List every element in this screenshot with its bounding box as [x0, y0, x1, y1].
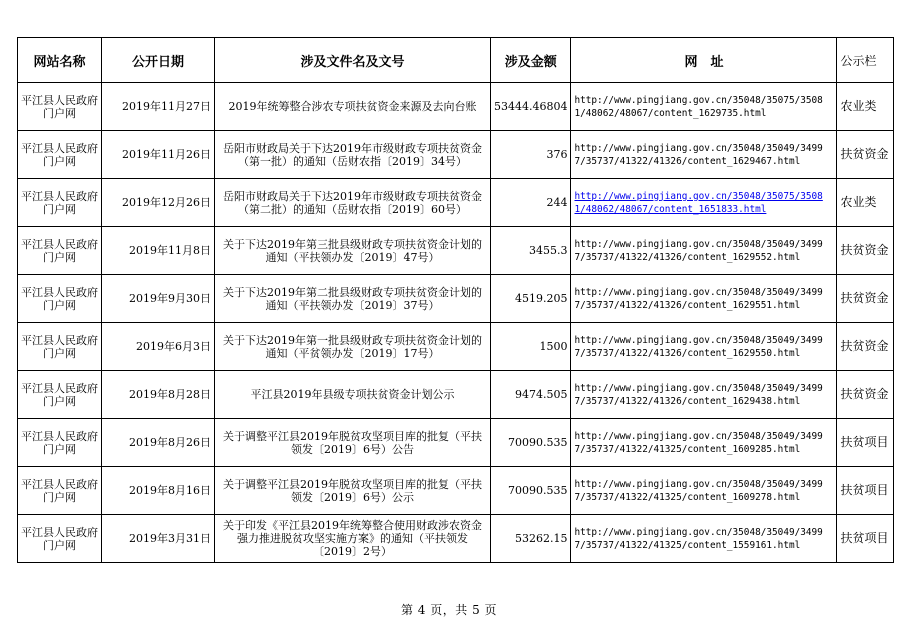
site-name-cell: 平江县人民政府门户网: [18, 467, 102, 515]
category-cell: 扶贫资金: [837, 371, 894, 419]
url-cell: http://www.pingjiang.gov.cn/35048/35049/34997/35737/41322/41326/content_1629552.html: [571, 227, 837, 275]
site-name-cell: 平江县人民政府门户网: [18, 275, 102, 323]
table-row: [18, 515, 894, 563]
document-title-cell: 关于下达2019年第三批县级财政专项扶贫资金计划的通知（平扶领办发〔2019〕47号）: [215, 227, 491, 275]
amount-cell: 70090.535: [491, 467, 571, 515]
site-name-cell: 平江县人民政府门户网: [18, 371, 102, 419]
amount-cell: 376: [491, 131, 571, 179]
site-name-cell: 平江县人民政府门户网: [18, 227, 102, 275]
category-cell: 扶贫项目: [837, 515, 894, 563]
category-cell: 扶贫项目: [837, 467, 894, 515]
header-amount: 涉及金额: [491, 38, 571, 83]
publish-date-cell: 2019年9月30日: [102, 275, 215, 323]
category-cell: 扶贫资金: [837, 131, 894, 179]
url-cell: http://www.pingjiang.gov.cn/35048/35049/34997/35737/41322/41326/content_1629550.html: [571, 323, 837, 371]
table-row: [18, 179, 894, 227]
document-title-cell: 关于调整平江县2019年脱贫攻坚项目库的批复（平扶领发〔2019〕6号）公示: [215, 467, 491, 515]
document-title-cell: 岳阳市财政局关于下达2019年市级财政专项扶贫资金（第一批）的通知（岳财农指〔2019〕34号）: [215, 131, 491, 179]
publish-date-cell: 2019年8月28日: [102, 371, 215, 419]
publish-date-cell: 2019年6月3日: [102, 323, 215, 371]
url-cell: http://www.pingjiang.gov.cn/35048/35049/34997/35737/41322/41325/content_1609278.html: [571, 467, 837, 515]
publish-date-cell: 2019年11月27日: [102, 83, 215, 131]
url-cell: http://www.pingjiang.gov.cn/35048/35049/34997/35737/41322/41325/content_1559161.html: [571, 515, 837, 563]
document-title-cell: 关于下达2019年第一批县级财政专项扶贫资金计划的通知（平贫领办发〔2019〕17号）: [215, 323, 491, 371]
publish-date-cell: 2019年11月26日: [102, 131, 215, 179]
url-cell: http://www.pingjiang.gov.cn/35048/35049/34997/35737/41322/41326/content_1629551.html: [571, 275, 837, 323]
site-name-cell: 平江县人民政府门户网: [18, 515, 102, 563]
header-category: 公示栏: [837, 38, 894, 83]
category-cell: 扶贫资金: [837, 275, 894, 323]
url-link[interactable]: http://www.pingjiang.gov.cn/35048/35075/35081/48062/48067/content_1651833.html: [574, 190, 823, 215]
amount-cell: 244: [491, 179, 571, 227]
amount-cell: 70090.535: [491, 419, 571, 467]
site-name-cell: 平江县人民政府门户网: [18, 323, 102, 371]
page-footer: 第 4 页，共 5 页: [400, 603, 498, 617]
category-cell: 扶贫资金: [837, 227, 894, 275]
document-title-cell: 平江县2019年县级专项扶贫资金计划公示: [215, 371, 491, 419]
url-cell[interactable]: [571, 179, 837, 227]
table-row: [18, 83, 894, 131]
header-site-name: 网站名称: [18, 38, 102, 83]
amount-cell: 53262.15: [491, 515, 571, 563]
table-row: [18, 371, 894, 419]
table-row: [18, 323, 894, 371]
document-title-cell: 关于调整平江县2019年脱贫攻坚项目库的批复（平扶领发〔2019〕6号）公告: [215, 419, 491, 467]
amount-cell: 1500: [491, 323, 571, 371]
document-title-cell: 2019年统筹整合涉农专项扶贫资金来源及去向台账: [215, 83, 491, 131]
document-title-cell: 关于印发《平江县2019年统筹整合使用财政涉农资金强力推进脱贫攻坚实施方案》的通知（平扶领发〔2019〕2号）: [215, 515, 491, 563]
table-row: [18, 467, 894, 515]
publish-date-cell: 2019年11月8日: [102, 227, 215, 275]
table-row: [18, 227, 894, 275]
url-cell: http://www.pingjiang.gov.cn/35048/35049/34997/35737/41322/41326/content_1629438.html: [571, 371, 837, 419]
table-row: [18, 131, 894, 179]
publish-date-cell: 2019年3月31日: [102, 515, 215, 563]
document-title-cell: 岳阳市财政局关于下达2019年市级财政专项扶贫资金（第二批）的通知（岳财农指〔2019〕60号）: [215, 179, 491, 227]
publish-date-cell: 2019年12月26日: [102, 179, 215, 227]
amount-cell: 9474.505: [491, 371, 571, 419]
category-cell: 农业类: [837, 179, 894, 227]
url-cell: http://www.pingjiang.gov.cn/35048/35075/35081/48062/48067/content_1629735.html: [571, 83, 837, 131]
amount-cell: 4519.205: [491, 275, 571, 323]
header-url: 网 址: [571, 38, 837, 83]
site-name-cell: 平江县人民政府门户网: [18, 179, 102, 227]
category-cell: 扶贫项目: [837, 419, 894, 467]
table-row: [18, 419, 894, 467]
site-name-cell: 平江县人民政府门户网: [18, 131, 102, 179]
header-document-title: 涉及文件名及文号: [215, 38, 491, 83]
site-name-cell: 平江县人民政府门户网: [18, 419, 102, 467]
amount-cell: 3455.3: [491, 227, 571, 275]
publish-date-cell: 2019年8月26日: [102, 419, 215, 467]
disclosure-table: [17, 37, 894, 563]
publish-date-cell: 2019年8月16日: [102, 467, 215, 515]
document-title-cell: 关于下达2019年第二批县级财政专项扶贫资金计划的通知（平扶领办发〔2019〕37号）: [215, 275, 491, 323]
header-row: [18, 38, 894, 83]
amount-cell: 53444.46804: [491, 83, 571, 131]
url-cell: http://www.pingjiang.gov.cn/35048/35049/34997/35737/41322/41325/content_1609285.html: [571, 419, 837, 467]
category-cell: 扶贫资金: [837, 323, 894, 371]
table-row: [18, 275, 894, 323]
category-cell: 农业类: [837, 83, 894, 131]
site-name-cell: 平江县人民政府门户网: [18, 83, 102, 131]
url-cell: http://www.pingjiang.gov.cn/35048/35049/34997/35737/41322/41326/content_1629467.html: [571, 131, 837, 179]
header-publish-date: 公开日期: [102, 38, 215, 83]
